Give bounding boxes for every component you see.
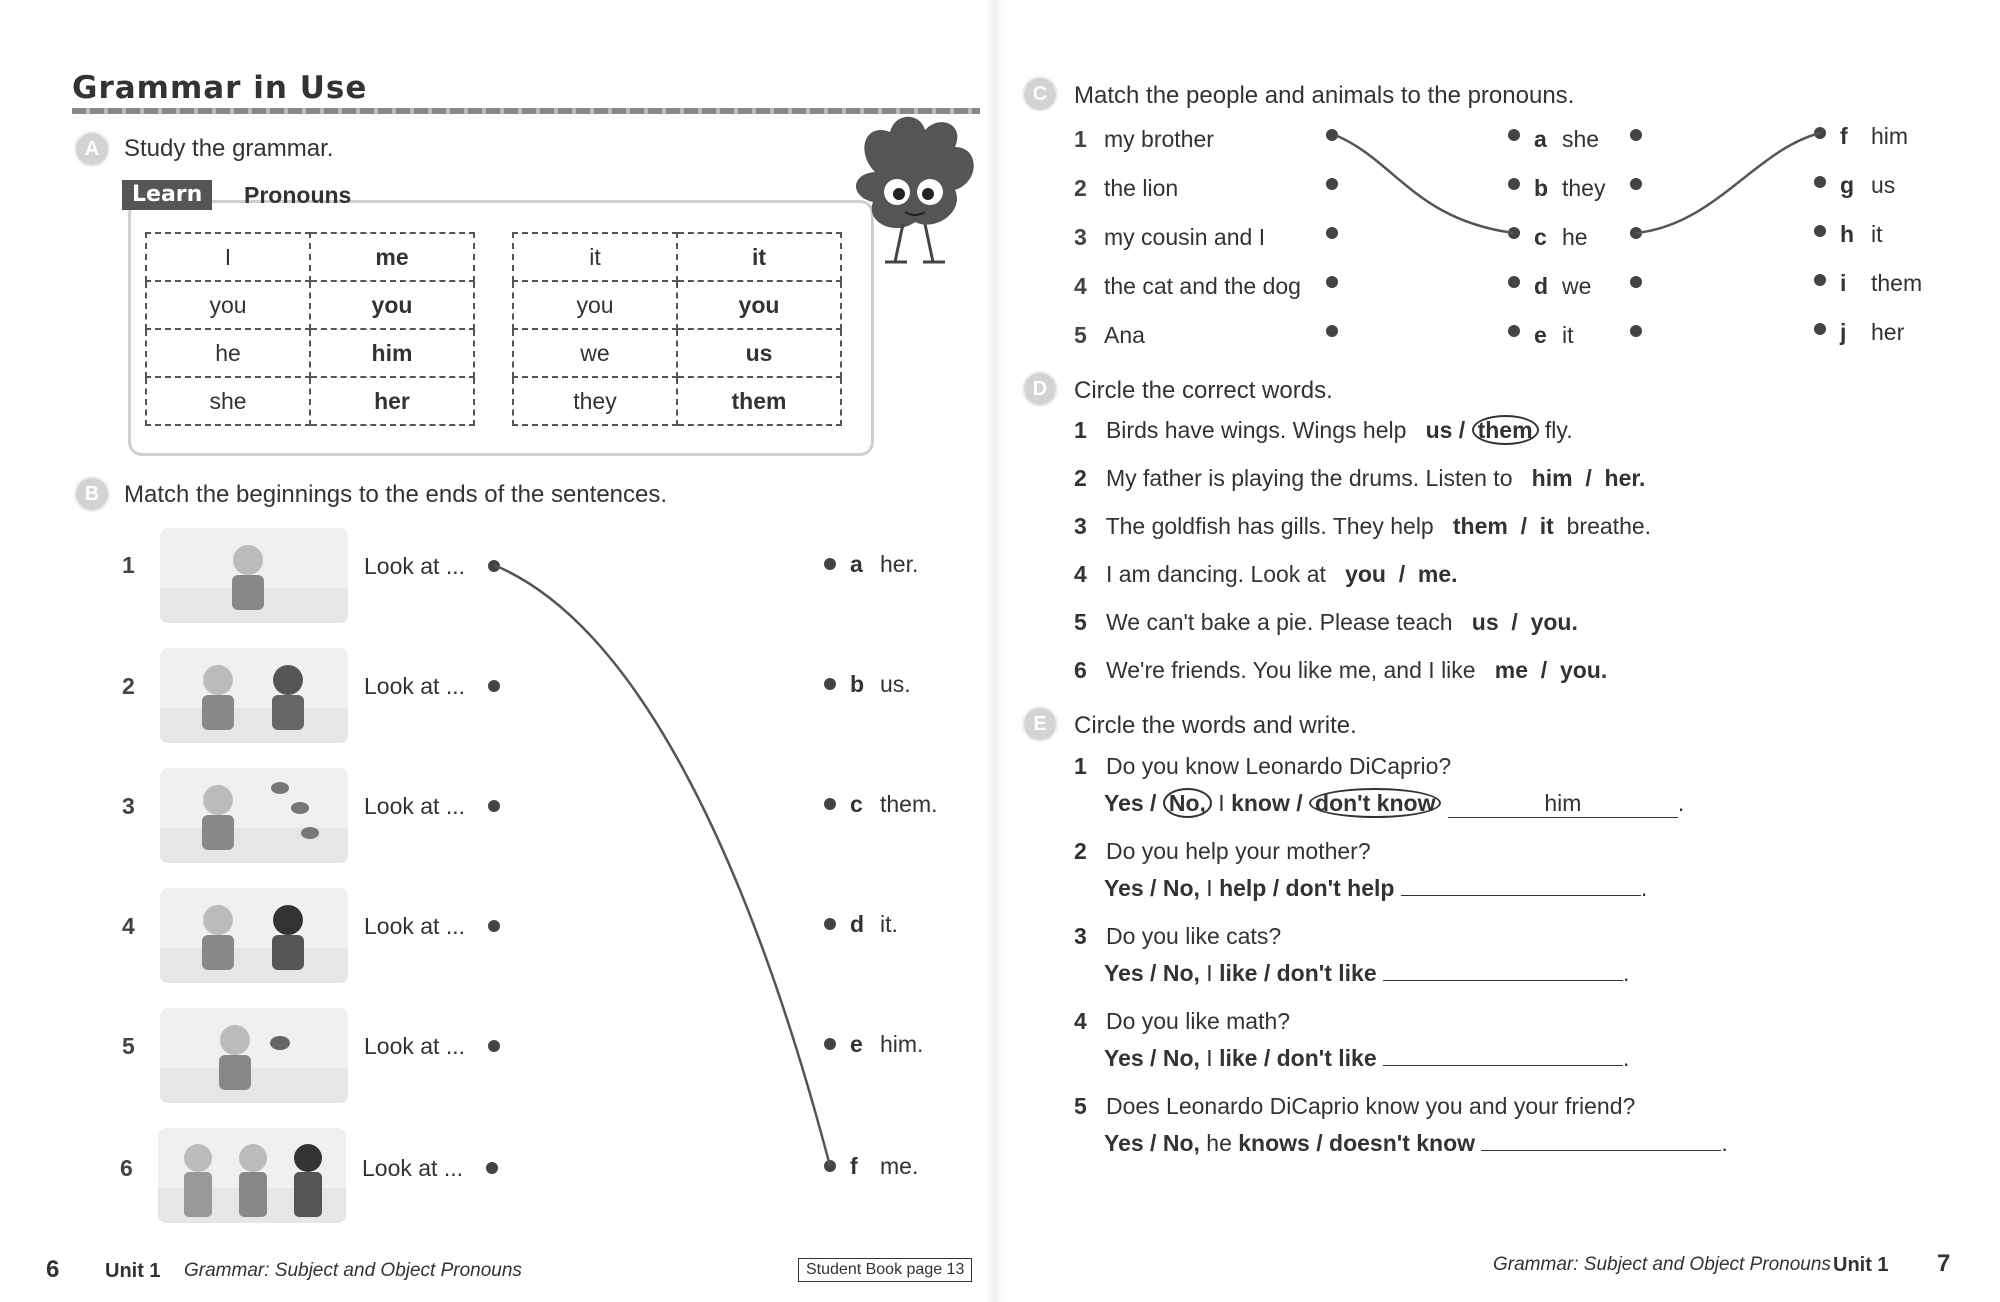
- sentence-beginning: Look at ...: [362, 1155, 464, 1181]
- word-choice-1[interactable]: them: [1452, 513, 1508, 539]
- word-choice-1[interactable]: him: [1531, 465, 1573, 491]
- item-number: 1: [122, 552, 135, 578]
- subject-word: I: [1218, 790, 1225, 816]
- object-pronoun: him: [1871, 123, 1909, 149]
- verb-option-1[interactable]: knows /: [1238, 1130, 1323, 1156]
- item-number: 1: [1074, 417, 1087, 443]
- word-choice-1[interactable]: us: [1425, 417, 1453, 443]
- subject-word: I: [1206, 1045, 1213, 1071]
- section-c-badge: C: [1024, 78, 1056, 110]
- sentence-end: them.: [880, 791, 938, 817]
- person-label: my brother: [1104, 126, 1214, 152]
- word-choice-2[interactable]: her.: [1604, 465, 1646, 491]
- footer-unit: Unit 1: [105, 1260, 161, 1282]
- choice-separator: /: [1540, 657, 1548, 683]
- pronoun-letter: d: [1534, 273, 1549, 299]
- question-text: Do you like cats?: [1105, 923, 1282, 949]
- sentence-end: him.: [880, 1031, 924, 1057]
- verb-option-1[interactable]: know /: [1231, 790, 1303, 816]
- answer-line-3: [1104, 960, 1629, 987]
- item-number: 5: [1074, 1093, 1087, 1119]
- learn-label: Pronouns: [244, 182, 352, 208]
- object-pronoun: me: [310, 233, 474, 281]
- answer-blank[interactable]: [1383, 1065, 1623, 1066]
- subject-pronoun: it: [1562, 322, 1574, 348]
- answer-blank[interactable]: [1481, 1150, 1721, 1151]
- item-number: 5: [122, 1033, 135, 1059]
- item-number: 2: [1074, 838, 1087, 864]
- object-pronoun: them: [677, 377, 841, 425]
- learn-tab: Learn: [122, 180, 212, 210]
- object-pronoun: them: [1871, 270, 1923, 296]
- section-b-badge: B: [76, 478, 108, 510]
- object-pronoun: you: [677, 281, 841, 329]
- sentence-text: Birds have wings. Wings help: [1105, 417, 1407, 443]
- question-2: [1074, 838, 1371, 865]
- verb-option-1[interactable]: help /: [1219, 875, 1280, 901]
- question-4: [1074, 1008, 1290, 1035]
- item-number: 4: [1074, 1008, 1087, 1034]
- verb-option-2[interactable]: doesn't know: [1329, 1130, 1476, 1156]
- word-choice-2-circled[interactable]: them: [1472, 415, 1539, 445]
- period: .: [1721, 1130, 1728, 1156]
- word-choice-2[interactable]: it: [1539, 513, 1554, 539]
- page-number: 7: [1937, 1250, 1951, 1277]
- circle-item-5: [1074, 609, 1578, 636]
- answer-letter: c: [850, 791, 863, 817]
- no-option[interactable]: No,: [1162, 1045, 1200, 1071]
- circle-item-3: [1074, 513, 1651, 540]
- answer-letter: b: [850, 671, 865, 697]
- period: .: [1640, 875, 1648, 901]
- no-option[interactable]: No,: [1162, 875, 1200, 901]
- section-d-title: Circle the correct words.: [1074, 377, 1333, 404]
- item-number: 4: [1074, 561, 1087, 587]
- page-title: Grammar in Use: [72, 70, 368, 106]
- item-number: 6: [1074, 657, 1087, 683]
- subject-pronoun: we: [1562, 273, 1592, 299]
- item-number: 5: [1074, 609, 1087, 635]
- answer-blank[interactable]: [1383, 980, 1623, 981]
- item-number: 1: [1074, 753, 1087, 779]
- answer-line-1: [1104, 790, 1684, 818]
- section-e-badge: E: [1024, 708, 1056, 740]
- yes-option[interactable]: Yes /: [1104, 960, 1157, 986]
- sentence-text: I am dancing. Look at: [1105, 561, 1326, 587]
- choice-separator: /: [1520, 513, 1528, 539]
- section-d-badge: D: [1024, 373, 1056, 405]
- question-text: Does Leonardo DiCaprio know you and your friend?: [1105, 1093, 1636, 1119]
- subject-word: I: [1206, 960, 1213, 986]
- question-text: Do you like math?: [1105, 1008, 1291, 1034]
- sentence-end: me.: [880, 1153, 919, 1179]
- footer-subtitle: Grammar: Subject and Object Pronouns: [184, 1260, 522, 1281]
- object-pronoun: it: [1871, 221, 1883, 247]
- subject-pronoun: she: [1562, 126, 1600, 152]
- section-a-badge: A: [76, 133, 108, 165]
- item-number: 6: [120, 1155, 133, 1181]
- subject-pronoun: we: [513, 329, 677, 377]
- sentence-beginning: Look at ...: [364, 673, 466, 699]
- object-pronoun: us: [677, 329, 841, 377]
- verb-option-2[interactable]: don't like: [1276, 1045, 1377, 1071]
- answer-letter: a: [850, 551, 863, 577]
- pronoun-letter: i: [1840, 270, 1847, 296]
- word-choice-2[interactable]: you.: [1530, 609, 1578, 635]
- sentence-end: us.: [880, 671, 911, 697]
- pronoun-letter: h: [1840, 221, 1855, 247]
- item-number: 1: [1074, 126, 1087, 152]
- answer-line-4: [1104, 1045, 1629, 1072]
- subject-pronoun: he: [146, 329, 310, 377]
- answer-letter: f: [850, 1153, 858, 1179]
- verb-option-2-circled[interactable]: don't know: [1309, 788, 1441, 818]
- object-pronoun: us: [1871, 172, 1896, 198]
- item-number: 3: [122, 793, 135, 819]
- page-number: 6: [46, 1256, 60, 1283]
- object-pronoun: it: [677, 233, 841, 281]
- match-line-b: [0, 0, 995, 1302]
- question-text: Do you help your mother?: [1105, 838, 1371, 864]
- person-label: the lion: [1104, 175, 1179, 201]
- word-choice-1[interactable]: us: [1471, 609, 1499, 635]
- answer-blank[interactable]: him: [1448, 790, 1678, 818]
- footer-subtitle: Grammar: Subject and Object Pronouns: [1493, 1254, 1831, 1275]
- student-book-reference: Student Book page 13: [798, 1258, 972, 1282]
- word-choice-1[interactable]: you: [1345, 561, 1386, 587]
- item-number: 2: [1074, 465, 1087, 491]
- item-number: 3: [1074, 224, 1087, 250]
- no-option[interactable]: No,: [1162, 960, 1200, 986]
- person-label: the cat and the dog: [1104, 273, 1301, 299]
- choice-separator: /: [1585, 465, 1592, 491]
- subject-word: I: [1206, 875, 1213, 901]
- word-choice-2[interactable]: you.: [1559, 657, 1608, 683]
- object-pronoun: her: [1871, 319, 1905, 345]
- word-choice-2[interactable]: me.: [1417, 561, 1458, 587]
- word-choice-1[interactable]: me: [1494, 657, 1528, 683]
- choice-separator: /: [1398, 561, 1406, 587]
- question-5: [1074, 1093, 1635, 1120]
- subject-pronoun: they: [1562, 175, 1606, 201]
- sentence-end: fly.: [1544, 417, 1573, 443]
- verb-option-1[interactable]: like /: [1219, 1045, 1271, 1071]
- circle-item-6: [1074, 657, 1607, 684]
- match-lines-c: [995, 0, 2000, 400]
- answer-line-5: [1104, 1130, 1728, 1157]
- no-option-circled[interactable]: No,: [1163, 788, 1212, 818]
- yes-option[interactable]: Yes /: [1104, 790, 1157, 816]
- sentence-text: The goldfish has gills. They help: [1105, 513, 1434, 539]
- item-number: 3: [1074, 923, 1087, 949]
- sentence-text: We're friends. You like me, and I like: [1105, 657, 1476, 683]
- person-label: Ana: [1104, 322, 1145, 348]
- sentence-beginning: Look at ...: [364, 553, 466, 579]
- answer-letter: e: [850, 1031, 863, 1057]
- left-page: [0, 0, 995, 1302]
- answer-letter: d: [850, 911, 865, 937]
- subject-pronoun: I: [146, 233, 310, 281]
- sentence-text: My father is playing the drums. Listen to: [1105, 465, 1513, 491]
- section-a-title: Study the grammar.: [124, 135, 334, 162]
- subject-pronoun: they: [513, 377, 677, 425]
- section-e-title: Circle the words and write.: [1074, 712, 1357, 739]
- sentence-text: We can't bake a pie. Please teach: [1105, 609, 1453, 635]
- circle-item-1: [1074, 417, 1573, 444]
- question-text: Do you know Leonardo DiCaprio?: [1105, 753, 1452, 779]
- verb-option-2[interactable]: don't like: [1276, 960, 1377, 986]
- item-number: 4: [1074, 273, 1087, 299]
- footer-unit: Unit 1: [1833, 1254, 1889, 1276]
- person-label: my cousin and I: [1104, 224, 1266, 250]
- sentence-beginning: Look at ...: [364, 1033, 466, 1059]
- section-c-title: Match the people and animals to the pronouns.: [1074, 82, 1575, 109]
- object-pronoun: her: [310, 377, 474, 425]
- circle-item-4: [1074, 561, 1458, 588]
- object-pronoun: you: [310, 281, 474, 329]
- pronoun-letter: b: [1534, 175, 1549, 201]
- period: .: [1623, 960, 1630, 986]
- pronoun-letter: e: [1534, 322, 1547, 348]
- yes-option[interactable]: Yes /: [1104, 1130, 1157, 1156]
- period: .: [1677, 790, 1685, 816]
- pronoun-letter: c: [1534, 224, 1547, 250]
- sentence-end: her.: [880, 551, 919, 577]
- object-pronoun: him: [310, 329, 474, 377]
- circle-item-2: [1074, 465, 1645, 492]
- item-number: 2: [122, 673, 135, 699]
- question-1: [1074, 753, 1451, 780]
- yes-option[interactable]: Yes /: [1104, 1045, 1157, 1071]
- pronoun-letter: a: [1534, 126, 1547, 152]
- subject-pronoun: you: [513, 281, 677, 329]
- subject-pronoun: he: [1562, 224, 1588, 250]
- subject-pronoun: you: [146, 281, 310, 329]
- section-b-title: Match the beginnings to the ends of the sentences.: [124, 481, 668, 508]
- subject-pronoun: it: [513, 233, 677, 281]
- item-number: 2: [1074, 175, 1087, 201]
- subject-word: he: [1206, 1130, 1232, 1156]
- yes-option[interactable]: Yes /: [1104, 875, 1157, 901]
- right-page: [995, 0, 2000, 1302]
- answer-line-2: [1104, 875, 1647, 902]
- pronoun-letter: j: [1840, 319, 1847, 345]
- question-3: [1074, 923, 1281, 950]
- item-number: 3: [1074, 513, 1087, 539]
- sentence-end: breathe.: [1566, 513, 1652, 539]
- sentence-beginning: Look at ...: [364, 793, 466, 819]
- sentence-beginning: Look at ...: [364, 913, 466, 939]
- verb-option-2[interactable]: don't help: [1285, 875, 1395, 901]
- item-number: 4: [122, 913, 135, 939]
- no-option[interactable]: No,: [1162, 1130, 1200, 1156]
- item-number: 5: [1074, 322, 1087, 348]
- choice-separator: /: [1458, 417, 1466, 443]
- period: .: [1623, 1045, 1630, 1071]
- pronoun-letter: f: [1840, 123, 1848, 149]
- choice-separator: /: [1511, 609, 1518, 635]
- pronoun-letter: g: [1840, 172, 1855, 198]
- answer-blank[interactable]: [1401, 895, 1641, 896]
- sentence-end: it.: [880, 911, 898, 937]
- subject-pronoun: she: [146, 377, 310, 425]
- verb-option-1[interactable]: like /: [1219, 960, 1271, 986]
